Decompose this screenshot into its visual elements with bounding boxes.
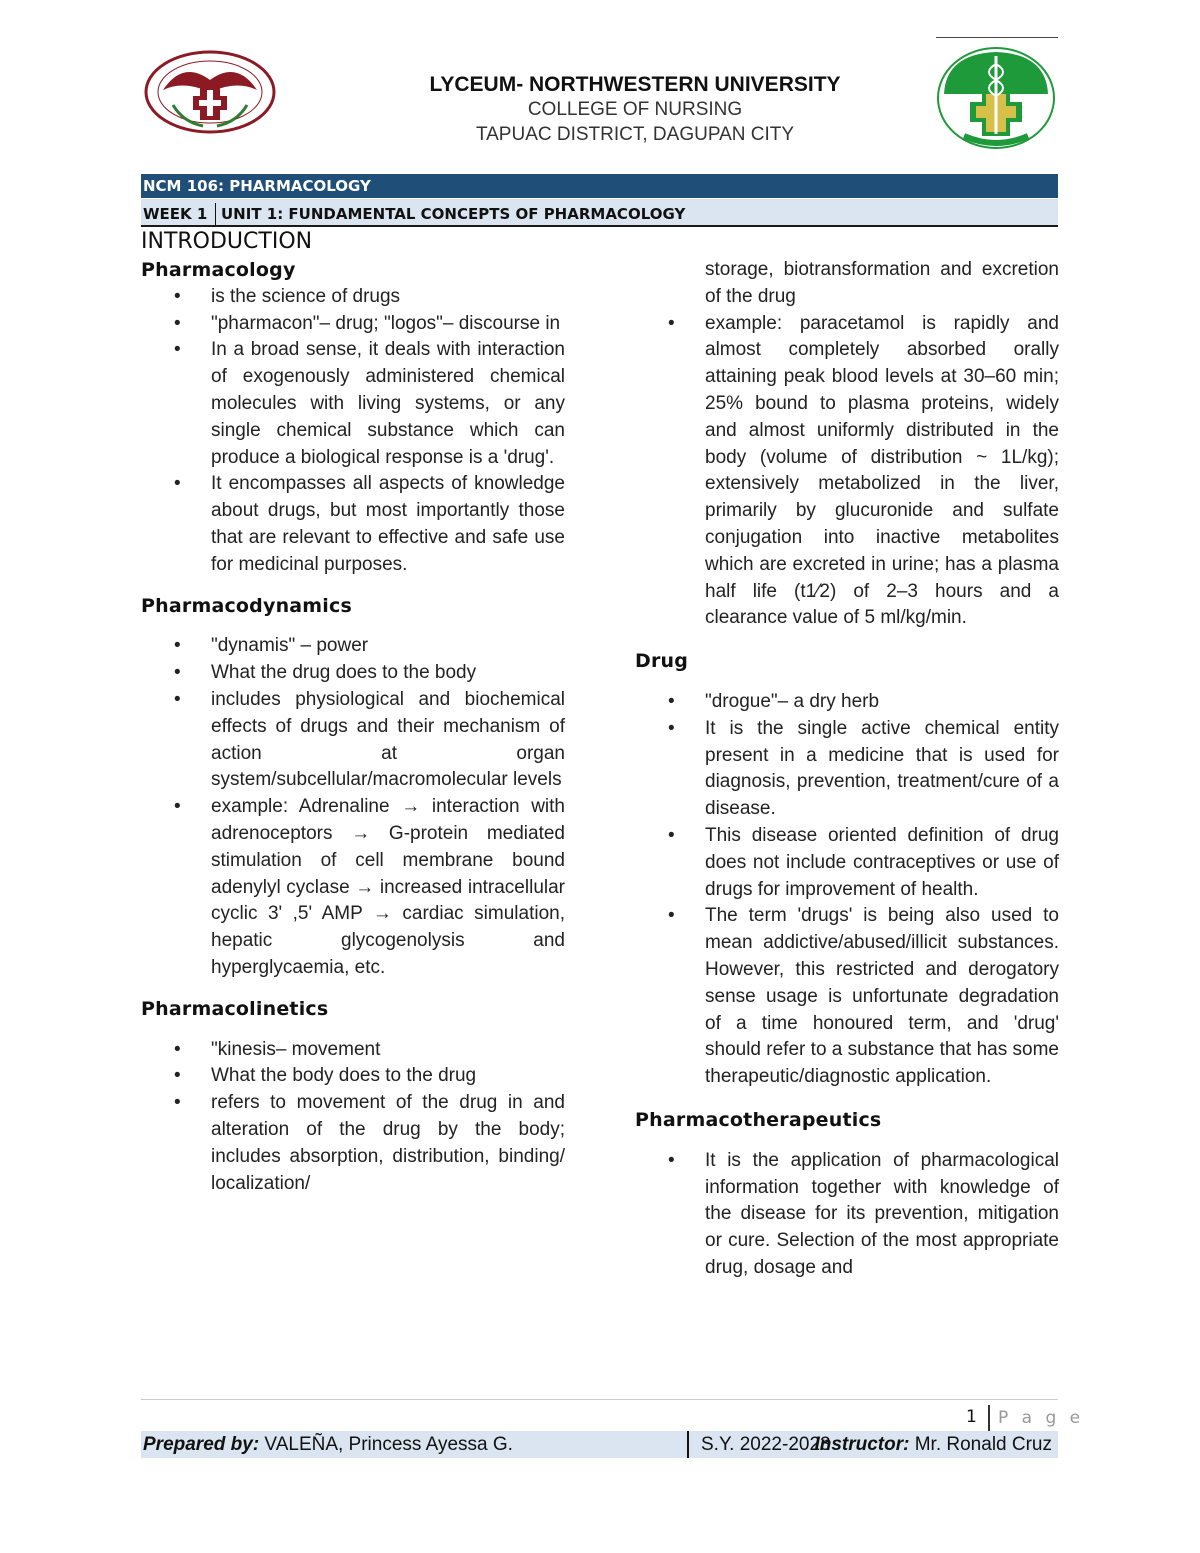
list-item: • What the body does to the drug [141, 1063, 565, 1090]
course-title-bar: NCM 106: PHARMACOLOGY [141, 174, 1058, 198]
section-title-pharmacodynamics: Pharmacodynamics [141, 594, 352, 617]
list-item: • example: paracetamol is rapidly and almost completely absorbed orally attaining peak blood levels at 30–60 min; 25% bound to plasma proteins, widely and almost uniformly distributed in the body (volume of distribution ~ 1L/kg); extensively metabolized in the liver, primarily by glucuronide and sulfate conjugation into inactive metabolites which are excreted in urine; has a plasma half life (t1⁄2) of 2–3 hours and a clearance value of 5 ml/kg/min. [635, 311, 1059, 633]
list-item: • refers to movement of the drug in and alteration of the drug by the body; includes absorption, distribution, binding/ localization/ [141, 1090, 565, 1197]
week-unit-bar [141, 199, 1058, 227]
right-column [635, 257, 1059, 1282]
list-item: • This disease oriented definition of drug does not include contraceptives or use of drugs for improvement of health. [635, 823, 1059, 903]
instructor-label: Instructor: [814, 1434, 910, 1455]
prepared-name: VALEÑA, Princess Ayessa G. [259, 1434, 513, 1455]
page-separator [988, 1405, 990, 1431]
university-name: LYCEUM- NORTHWESTERN UNIVERSITY [429, 73, 841, 96]
college-of-nursing-seal-icon [936, 46, 1056, 150]
footer-bar [141, 1431, 1058, 1458]
list-item: • "kinesis– movement [141, 1037, 565, 1064]
prepared-label: Prepared by: [143, 1434, 260, 1455]
week-separator [215, 203, 216, 225]
unit-title: UNIT 1: FUNDAMENTAL CONCEPTS OF PHARMACOLOGY [221, 205, 686, 223]
pharmacodynamics-list [141, 633, 565, 981]
list-item: • is the science of drugs [141, 284, 565, 311]
list-item: • "pharmacon"– drug; "logos"– discourse in [141, 311, 565, 338]
pharmacology-list [141, 284, 565, 579]
list-item: • includes physiological and biochemical effects of drugs and their mechanism of action at organ system/subcellular/macromolecular levels [141, 687, 565, 794]
school-year: S.Y. 2022-2023 [701, 1434, 831, 1455]
pharmacokinetics-example-list [635, 311, 1059, 633]
list-item: • In a broad sense, it deals with interaction of exogenously administered chemical molecules with living systems, or any single chemical substance which can produce a biological response is a 'drug'. [141, 337, 565, 471]
prepared-by [143, 1431, 513, 1458]
list-item: • It is the single active chemical entity present in a medicine that is used for diagnosis, prevention, treatment/cure of a disease. [635, 716, 1059, 823]
list-item: • It is the application of pharmacological information together with knowledge of the disease for its prevention, mitigation or cure. Selection of the most appropriate drug, dosage and [635, 1148, 1059, 1282]
instructor [814, 1431, 1052, 1458]
week-label: WEEK 1 [143, 205, 208, 223]
section-title-pharmacokinetics: Pharmacolinetics [141, 997, 329, 1020]
header-top-rule [936, 37, 1058, 38]
pharmacokinetics-list [141, 1037, 565, 1198]
drug-list [635, 689, 1059, 1091]
section-title-pharmacology: Pharmacology [141, 259, 296, 281]
footer-rule [141, 1399, 1058, 1400]
instructor-name: Mr. Ronald Cruz [909, 1434, 1052, 1455]
university-seal-icon [143, 50, 278, 135]
list-item: • The term 'drugs' is being also used to mean addictive/abused/illicit substances. However, this restricted and derogatory sense usage is unfortunate degradation of a time honoured term, and 'drug' should refer to a substance that has some therapeutic/diagnostic application. [635, 903, 1059, 1091]
college-name: COLLEGE OF NURSING [527, 99, 743, 120]
footer-separator [687, 1431, 689, 1458]
page-number: 1 [966, 1407, 977, 1427]
left-column [141, 257, 565, 1197]
list-item: • "dynamis" – power [141, 633, 565, 660]
page-label: P a g e [998, 1408, 1085, 1428]
list-item: • "drogue"– a dry herb [635, 689, 1059, 716]
list-item: • example: Adrenaline → interaction with adrenoceptors → G-protein mediated stimulation of cell membrane bound adenylyl cyclase → increased intracellular cyclic 3' ,5' AMP → cardiac simulation, hepatic glycogenolysis and hyperglycaemia, etc. [141, 794, 565, 982]
list-item: • It encompasses all aspects of knowledge about drugs, but most importantly those that are relevant to effective and safe use for medicinal purposes. [141, 471, 565, 578]
section-title-pharmacotherapeutics: Pharmacotherapeutics [635, 1108, 882, 1131]
pharmacokinetics-continuation: storage, biotransformation and excretion of the drug [705, 259, 1059, 307]
address: TAPUAC DISTRICT, DAGUPAN CITY [475, 124, 795, 145]
pharmacotherapeutics-list [635, 1148, 1059, 1282]
section-title-drug: Drug [635, 650, 689, 673]
list-item: • What the drug does to the body [141, 660, 565, 687]
introduction-heading: INTRODUCTION [141, 229, 313, 254]
